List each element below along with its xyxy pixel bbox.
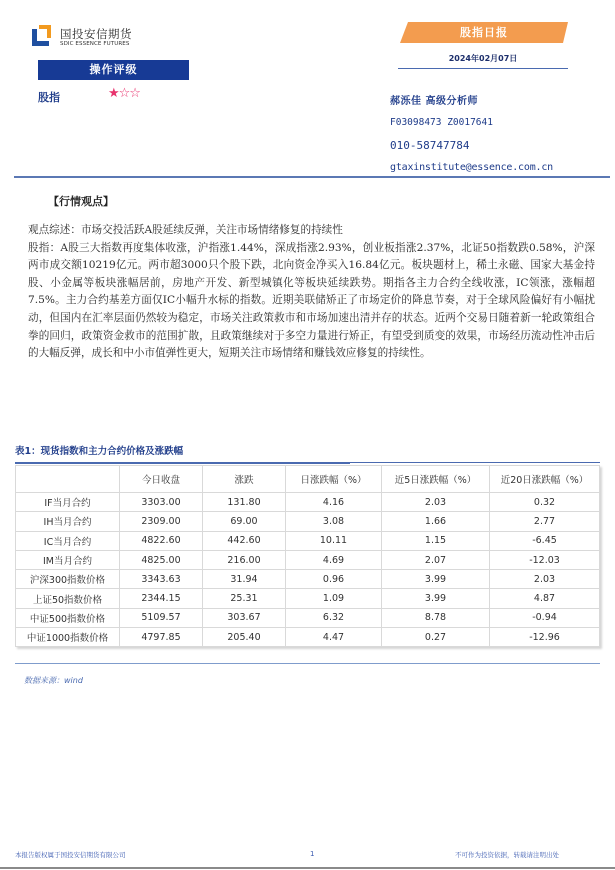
cell: -6.45 xyxy=(490,531,600,550)
cell: 2344.15 xyxy=(120,589,203,608)
row-label: IH当月合约 xyxy=(16,512,120,531)
market-view-body xyxy=(28,222,595,363)
cell: 2.03 xyxy=(382,493,490,512)
header-divider xyxy=(14,176,610,178)
row-label: 中证1000指数价格 xyxy=(16,628,120,647)
cell: 4822.60 xyxy=(120,531,203,550)
table-top-rule-right xyxy=(350,462,600,463)
cell: 3303.00 xyxy=(120,493,203,512)
cell: 4.16 xyxy=(286,493,382,512)
table-row xyxy=(16,608,600,627)
cell: 4.87 xyxy=(490,589,600,608)
summary-line: 观点综述：市场交投活跃A股延续反弹，关注市场情绪修复的持续性 xyxy=(28,224,343,236)
table-top-rule xyxy=(15,462,350,464)
row-label: 上证50指数价格 xyxy=(16,589,120,608)
cell: 3343.63 xyxy=(120,570,203,589)
column-header: 近20日涨跌幅（%） xyxy=(490,466,600,493)
price-change-table xyxy=(15,465,600,647)
row-label: 中证500指数价格 xyxy=(16,608,120,627)
cell: 8.78 xyxy=(382,608,490,627)
cell: 4.69 xyxy=(286,550,382,569)
footer-divider xyxy=(0,867,615,869)
data-source-note: 数据来源：wind xyxy=(24,676,83,685)
section-title: 【行情观点】 xyxy=(48,195,114,208)
cell: -12.96 xyxy=(490,628,600,647)
row-label: IC当月合约 xyxy=(16,531,120,550)
cell: 25.31 xyxy=(203,589,286,608)
rating-label: 股指 xyxy=(38,91,60,104)
table-row xyxy=(16,512,600,531)
table-row xyxy=(16,570,600,589)
cell: 2309.00 xyxy=(120,512,203,531)
rating-bar: 操作评级 xyxy=(38,60,189,80)
logo-name-en: SDIC ESSENCE FUTURES xyxy=(60,41,130,47)
row-label: IM当月合约 xyxy=(16,550,120,569)
cell: 31.94 xyxy=(203,570,286,589)
cell: 442.60 xyxy=(203,531,286,550)
cell: 0.27 xyxy=(382,628,490,647)
analyst-license-ids: F03098473 Z0017641 xyxy=(390,117,493,128)
cell: 2.03 xyxy=(490,570,600,589)
footer-copyright: 本报告版权属于国投安信期货有限公司 xyxy=(15,851,126,859)
logo-name-cn: 国投安信期货 xyxy=(60,27,132,41)
rating-stars-icon: ★☆☆ xyxy=(108,86,140,101)
cell: 5109.57 xyxy=(120,608,203,627)
cell: 3.99 xyxy=(382,589,490,608)
cell: -12.03 xyxy=(490,550,600,569)
cell: 0.96 xyxy=(286,570,382,589)
table-row xyxy=(16,550,600,569)
cell: 4825.00 xyxy=(120,550,203,569)
table-title: 表1：现货指数和主力合约价格及涨跌幅 xyxy=(15,446,184,457)
cell: 4797.85 xyxy=(120,628,203,647)
analyst-phone: 010-58747784 xyxy=(390,139,470,152)
row-label: IF当月合约 xyxy=(16,493,120,512)
cell: 6.32 xyxy=(286,608,382,627)
detail-paragraph: 股指：A股三大指数再度集体收涨，沪指涨1.44%，深成指涨2.93%，创业板指涨2.37%，北证50指数跌0.58%，沪深两市成交额10219亿元。两市超3000只个股下跌，北向资金净买入16.84亿元。板块题材上，稀土永磁、国家大基金持股、小金属等板块涨幅居前，房地产开发、新型城镇化等板块延续跌势。期指各主力合约全线收涨，IC领涨，涨幅超7.5%。主力合约基差方面仅IC小幅升水标的指数。近期美联储矫正了市场定价的降息节奏，对于全球风险偏好有小幅扰动，但国内在汇率层面仍然较为稳定，市场关注政策救市和市场加速出清并存的状态。近两个交易日随着新一轮政策组合拳的回归，政策资金救市的范围扩散，且政策继续对于多空力量进行矫正，有望受到质变的效果，市场经历流动性冲击后的大幅反弹，成长和中小市值弹性更大，短期关注市场情绪和赚钱效应修复的持续性。 xyxy=(28,241,595,360)
page-number: 1 xyxy=(310,850,315,858)
cell: 0.32 xyxy=(490,493,600,512)
report-type-label: 股指日报 xyxy=(460,26,508,39)
column-header: 近5日涨跌幅（%） xyxy=(382,466,490,493)
cell: 10.11 xyxy=(286,531,382,550)
cell: 1.09 xyxy=(286,589,382,608)
cell: 3.99 xyxy=(382,570,490,589)
analyst-name: 郝泺佳 高级分析师 xyxy=(390,96,478,107)
column-header: 涨跌 xyxy=(203,466,286,493)
cell: 216.00 xyxy=(203,550,286,569)
cell: 303.67 xyxy=(203,608,286,627)
column-header: 日涨跌幅（%） xyxy=(286,466,382,493)
cell: 1.66 xyxy=(382,512,490,531)
cell: 69.00 xyxy=(203,512,286,531)
footer-disclaimer: 不可作为投资依据，转载请注明出处 xyxy=(455,851,559,859)
company-logo xyxy=(32,25,152,55)
column-header xyxy=(16,466,120,493)
cell: 2.07 xyxy=(382,550,490,569)
cell: 205.40 xyxy=(203,628,286,647)
cell: 4.47 xyxy=(286,628,382,647)
table-row xyxy=(16,628,600,647)
table-header-row xyxy=(16,466,600,493)
column-header: 今日收盘 xyxy=(120,466,203,493)
cell: 131.80 xyxy=(203,493,286,512)
table-bottom-rule-right xyxy=(350,663,600,664)
report-type-tag xyxy=(400,22,568,43)
cell: 3.08 xyxy=(286,512,382,531)
table-bottom-rule xyxy=(15,663,350,664)
cell: -0.94 xyxy=(490,608,600,627)
row-label: 沪深300指数价格 xyxy=(16,570,120,589)
cell: 2.77 xyxy=(490,512,600,531)
logo-mark-icon xyxy=(32,25,54,47)
date-divider xyxy=(398,68,568,69)
report-date: 2024年02月07日 xyxy=(448,54,518,63)
table-row xyxy=(16,589,600,608)
cell: 1.15 xyxy=(382,531,490,550)
analyst-email[interactable]: gtaxinstitute@essence.com.cn xyxy=(390,162,553,173)
table-row xyxy=(16,493,600,512)
table-row xyxy=(16,531,600,550)
